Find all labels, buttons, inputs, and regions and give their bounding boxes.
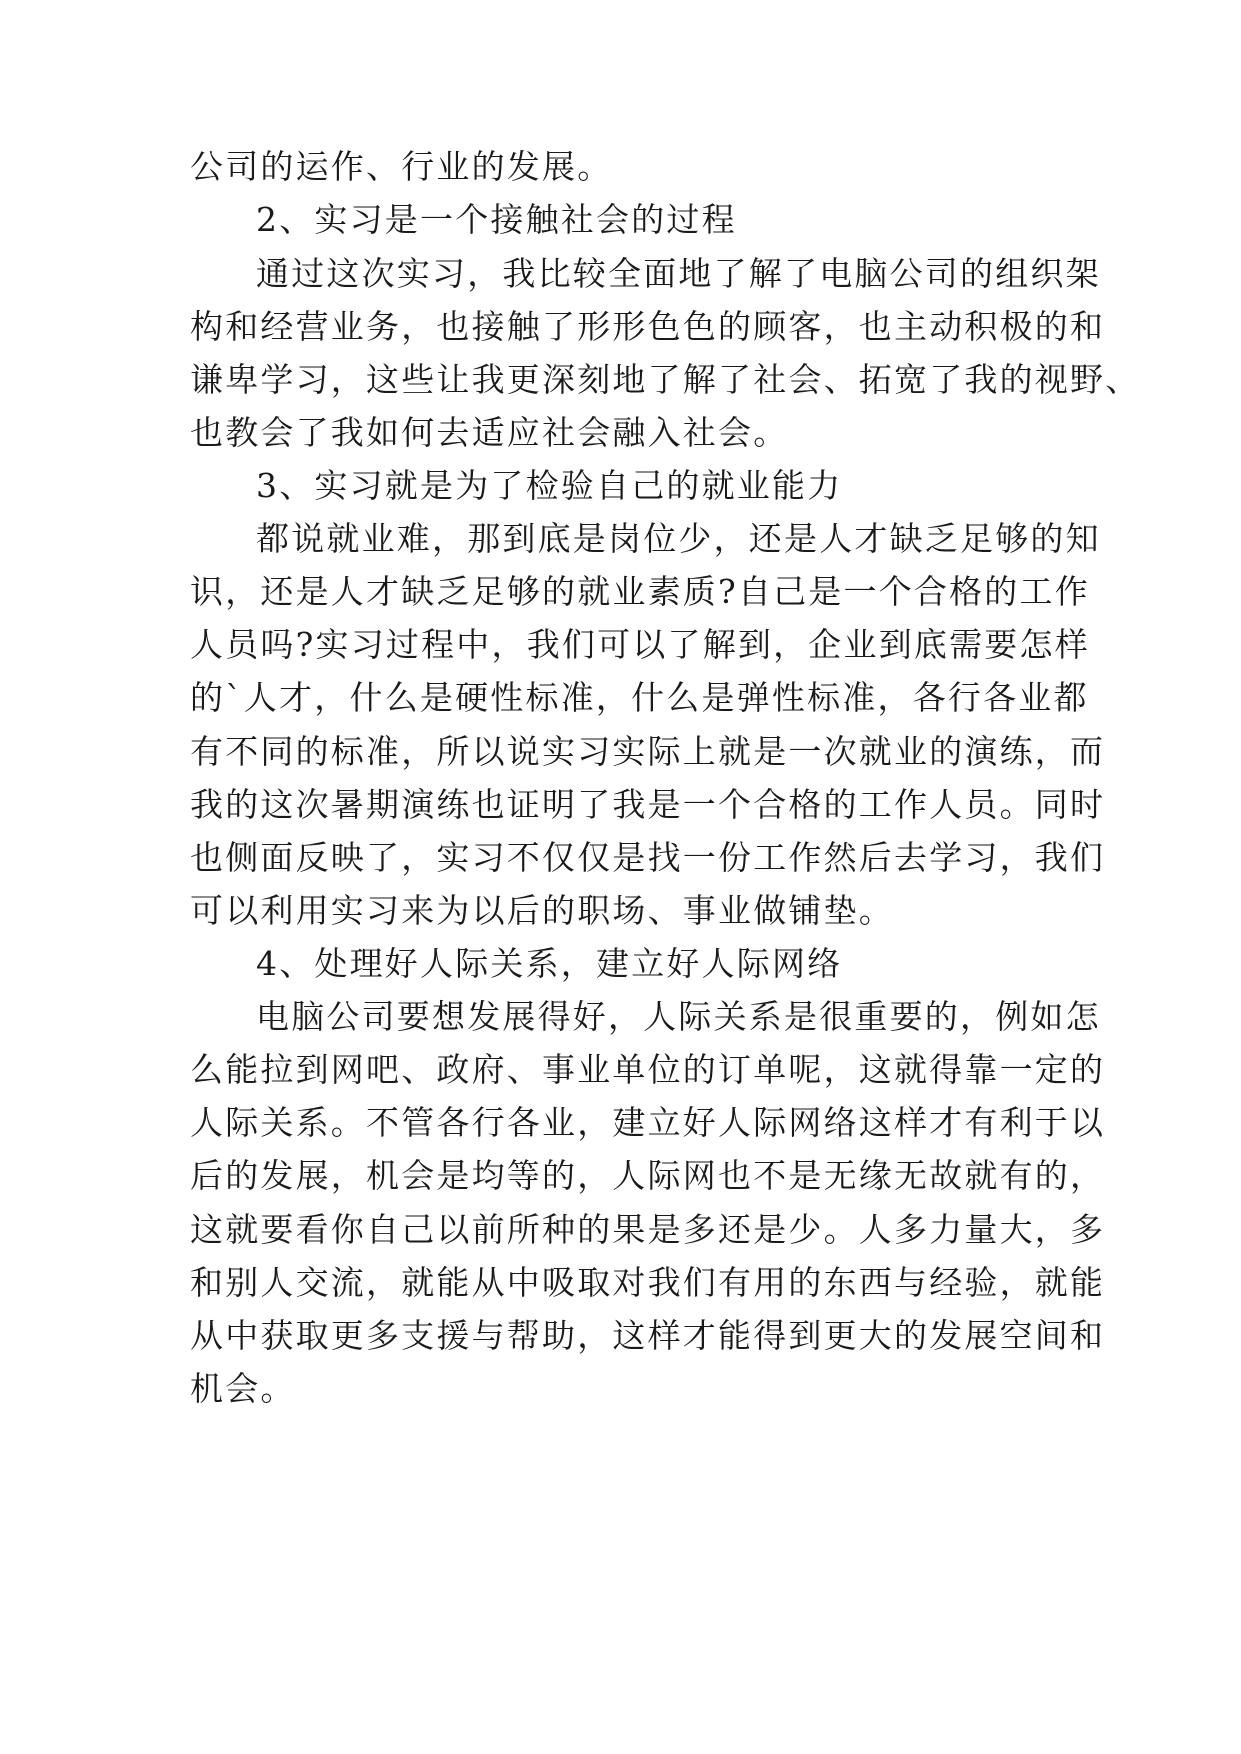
text-line: 的`人才，什么是硬性标准，什么是弹性标准，各行各业都	[190, 678, 1089, 717]
text-line: 构和经营业务，也接触了形形色色的顾客，也主动积极的和	[190, 307, 1106, 346]
text-line: 有不同的标准，所以说实习实际上就是一次就业的演练，而	[190, 732, 1106, 771]
section-heading: 2、实习是一个接触社会的过程	[256, 200, 737, 239]
text-line: 后的发展，机会是均等的，人际网也不是无缘无故就有的，	[190, 1156, 1106, 1195]
section-heading: 3、实习就是为了检验自己的就业能力	[256, 466, 843, 505]
text-line: 这就要看你自己以前所种的果是多还是少。人多力量大，多	[190, 1210, 1106, 1249]
text-line: 和别人交流，就能从中吸取对我们有用的东西与经验，就能	[190, 1263, 1106, 1302]
text-line: 识，还是人才缺乏足够的就业素质?自己是一个合格的工作	[190, 572, 1090, 611]
text-line: 人际关系。不管各行各业，建立好人际网络这样才有利于以	[190, 1103, 1106, 1142]
text-line: 从中获取更多支援与帮助，这样才能得到更大的发展空间和	[190, 1316, 1106, 1355]
section-heading: 4、处理好人际关系，建立好人际网络	[256, 944, 843, 983]
text-line: 也侧面反映了，实习不仅仅是找一份工作然后去学习，我们	[190, 838, 1106, 877]
text-line: 公司的运作、行业的发展。	[190, 147, 613, 186]
text-line: 可以利用实习来为以后的职场、事业做铺垫。	[190, 891, 894, 930]
text-line: 通过这次实习，我比较全面地了解了电脑公司的组织架	[256, 254, 1101, 293]
text-line: 机会。	[190, 1369, 296, 1408]
text-line: 人员吗?实习过程中，我们可以了解到，企业到底需要怎样	[190, 625, 1090, 664]
text-line: 谦卑学习，这些让我更深刻地了解了社会、拓宽了我的视野、	[190, 360, 1141, 399]
text-line: 电脑公司要想发展得好，人际关系是很重要的，例如怎	[256, 997, 1101, 1036]
text-line: 也教会了我如何去适应社会融入社会。	[190, 413, 789, 452]
text-line: 么能拉到网吧、政府、事业单位的订单呢，这就得靠一定的	[190, 1050, 1106, 1089]
text-line: 都说就业难，那到底是岗位少，还是人才缺乏足够的知	[256, 519, 1101, 558]
text-line: 我的这次暑期演练也证明了我是一个合格的工作人员。同时	[190, 785, 1106, 824]
